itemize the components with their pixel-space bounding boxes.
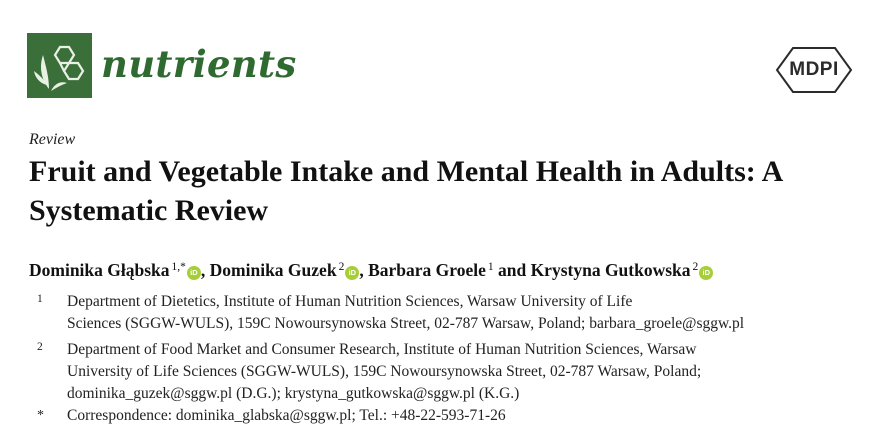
author-separator: , bbox=[200, 260, 210, 280]
publisher-name[interactable]: MDPI bbox=[789, 59, 839, 80]
affiliation-ref: 2 bbox=[692, 261, 699, 273]
author-name[interactable]: Krystyna Gutkowska bbox=[530, 260, 691, 280]
author-name[interactable]: Barbara Groele bbox=[368, 260, 486, 280]
affiliation-ref: 2 bbox=[338, 261, 345, 273]
correspondence-mark: * bbox=[37, 408, 44, 423]
correspondence-line: Correspondence: dominika_glabska@sggw.pl; Tel.: +48-22-593-71-26 bbox=[67, 407, 506, 424]
journal-logo bbox=[27, 33, 92, 98]
affiliation-mark: 2 bbox=[37, 341, 43, 353]
orcid-icon[interactable]: iD bbox=[699, 266, 713, 280]
orcid-icon[interactable]: iD bbox=[187, 266, 201, 280]
journal-name[interactable]: nutrients bbox=[101, 42, 297, 86]
author-list bbox=[29, 255, 869, 282]
affiliation-line: Department of Dietetics, Institute of Human Nutrition Sciences, Warsaw University of Life bbox=[67, 293, 633, 310]
author-separator: , bbox=[359, 260, 369, 280]
author-name[interactable]: Dominika Guzek bbox=[209, 260, 337, 280]
affiliation-text bbox=[67, 339, 857, 405]
affiliation-line: Department of Food Market and Consumer Research, Institute of Human Nutrition Sciences, Warsaw bbox=[67, 341, 697, 358]
nutrients-leaf-molecule-icon bbox=[27, 33, 92, 98]
article-type: Review bbox=[29, 131, 76, 148]
affiliation-ref: 1,* bbox=[171, 261, 186, 273]
affiliation-text bbox=[67, 291, 857, 335]
article-title: Fruit and Vegetable Intake and Mental Health in Adults: A Systematic Review bbox=[29, 155, 782, 227]
affiliation-line: Sciences (SGGW-WULS), 159C Nowoursynowska Street, 02-787 Warsaw, Poland; barbara_groele@sggw.pl bbox=[67, 315, 745, 332]
author-separator: and bbox=[493, 260, 531, 280]
affiliation-line: dominika_guzek@sggw.pl (D.G.); krystyna_gutkowska@sggw.pl (K.G.) bbox=[67, 385, 520, 402]
correspondence-text bbox=[67, 405, 857, 427]
orcid-icon[interactable]: iD bbox=[345, 266, 359, 280]
affiliation-mark: 1 bbox=[37, 293, 43, 305]
affiliation-line: University of Life Sciences (SGGW-WULS), 159C Nowoursynowska Street, 02-787 Warsaw, Poland; bbox=[67, 363, 702, 380]
author-name[interactable]: Dominika Głąbska bbox=[29, 260, 170, 280]
affiliation-ref: 1 bbox=[487, 261, 494, 273]
